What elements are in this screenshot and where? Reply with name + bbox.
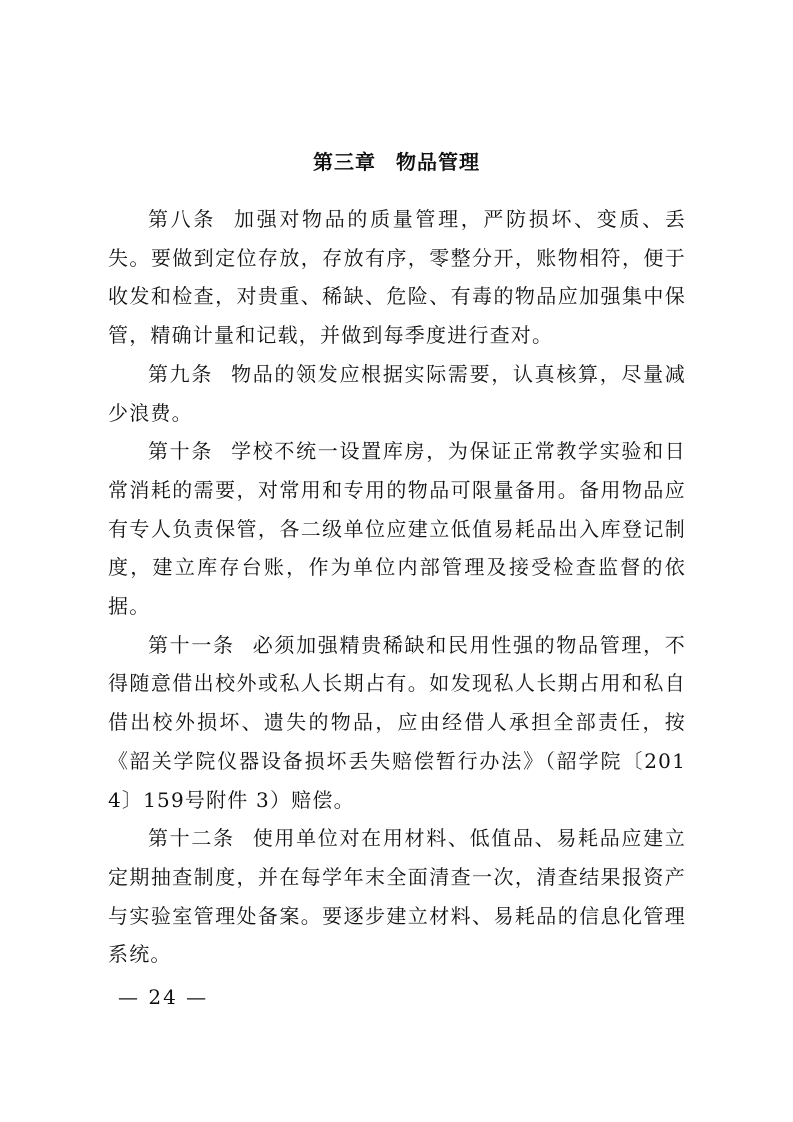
article-11 <box>108 626 686 820</box>
chapter-number: 第三章 <box>313 150 376 174</box>
chapter-heading <box>0 146 793 175</box>
article-text: 加强对物品的质量管理，严防损坏、变质、丢失。要做到定位存放，存放有序，零整分开，账物相符，便于收发和检查，对贵重、稀缺、危险、有毒的物品应加强集中保管，精确计量和记载，并做到每季度进行查对。 <box>108 207 687 348</box>
article-text: 学校不统一设置库房，为保证正常教学实验和日常消耗的需要，对常用和专用的物品可限量备用。备用物品应有专人负责保管，各二级单位应建立低值易耗品出入库登记制度，建立库存台账，作为单位内部管理及接受检查监督的依据。 <box>108 439 686 619</box>
page-number: — 24 — <box>118 985 209 1009</box>
article-number: 第十条 <box>148 439 214 464</box>
article-12 <box>108 819 686 974</box>
article-number: 第十二条 <box>148 826 235 851</box>
article-number: 第八条 <box>148 207 217 231</box>
article-text: 必须加强精贵稀缺和民用性强的物品管理，不得随意借出校外或私人长期占有。如发现私人长期占用和私自借出校外损坏、遗失的物品，应由经借人承担全部责任，按《韶关学院仪器设备损坏丢失赔偿暂行办法》（韶学院〔2014〕159号附件 3）赔偿。 <box>108 632 686 812</box>
article-9 <box>108 355 686 432</box>
chapter-body <box>108 200 686 974</box>
article-10 <box>108 432 686 626</box>
chapter-title: 物品管理 <box>396 150 480 174</box>
article-text: 使用单位对在用材料、低值品、易耗品应建立定期抽查制度，并在每学年末全面清查一次，清查结果报资产与实验室管理处备案。要逐步建立材料、易耗品的信息化管理系统。 <box>108 826 686 967</box>
article-text: 物品的领发应根据实际需要，认真核算，尽量减少浪费。 <box>108 361 686 425</box>
article-8 <box>108 200 686 355</box>
article-number: 第九条 <box>148 361 214 386</box>
article-number: 第十一条 <box>148 632 235 657</box>
